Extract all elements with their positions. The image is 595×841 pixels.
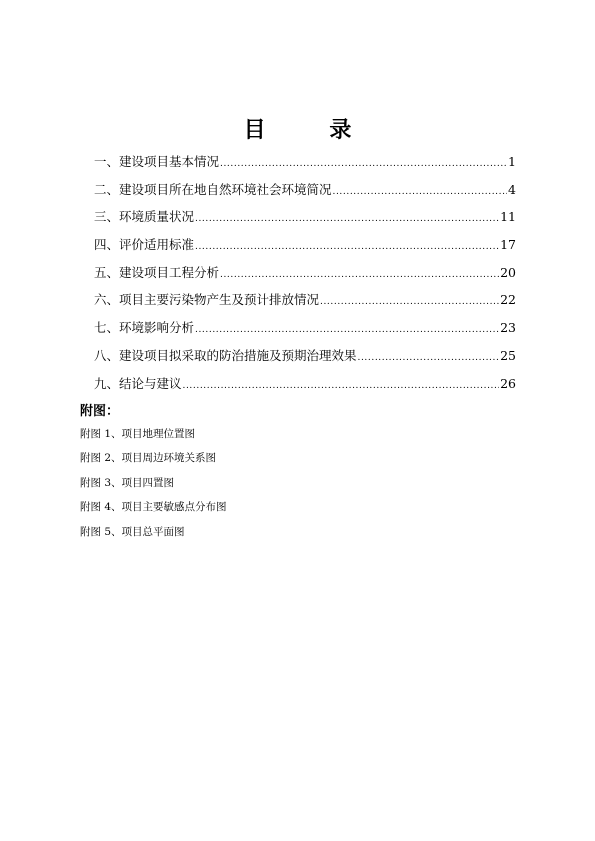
toc-entry[interactable] (94, 207, 516, 235)
toc-entry-label: 二、建设项目所在地自然环境社会环境简况 (94, 181, 332, 197)
toc-leader-dots (195, 214, 499, 224)
toc-entry-page: 1 (508, 154, 516, 169)
toc-entry-page: 17 (500, 237, 516, 253)
toc-entry-label: 七、环境影响分析 (94, 320, 195, 336)
appendix-item: 附图 1、项目地理位置图 (80, 428, 196, 440)
toc-entry[interactable] (94, 235, 516, 263)
table-of-contents (94, 152, 516, 401)
toc-entry[interactable] (94, 374, 516, 402)
toc-entry-label: 八、建设项目拟采取的防治措施及预期治理效果 (94, 347, 357, 363)
toc-entry-label: 三、环境质量状况 (94, 209, 195, 225)
toc-entry-label: 六、项目主要污染物产生及预计排放情况 (94, 292, 320, 308)
toc-leader-dots (183, 381, 500, 391)
toc-leader-dots (195, 242, 499, 252)
toc-entry[interactable] (94, 152, 516, 180)
toc-entry[interactable] (94, 290, 516, 318)
toc-entry[interactable] (94, 318, 516, 346)
toc-leader-dots (220, 270, 499, 280)
toc-entry-page: 23 (500, 320, 516, 336)
toc-entry-page: 22 (500, 292, 516, 308)
appendix-list (80, 424, 227, 546)
toc-entry-label: 四、评价适用标准 (94, 237, 195, 253)
appendix-item: 附图 5、项目总平面图 (80, 525, 185, 538)
toc-leader-dots (358, 353, 500, 363)
toc-entry-label: 五、建设项目工程分析 (94, 264, 220, 280)
appendix-item: 附图 3、项目四置图 (80, 476, 175, 489)
toc-entry-page: 20 (500, 264, 516, 280)
toc-entry[interactable] (94, 180, 516, 208)
toc-entry-label: 九、结论与建议 (94, 375, 182, 391)
appendix-item: 附图 2、项目周边环境关系图 (80, 452, 217, 465)
toc-entry-label: 一、建设项目基本情况 (94, 154, 220, 169)
toc-entry[interactable] (94, 346, 516, 374)
toc-entry[interactable] (94, 263, 516, 291)
toc-entry-page: 4 (508, 181, 516, 197)
toc-leader-dots (320, 297, 499, 307)
toc-leader-dots (220, 159, 507, 169)
toc-entry-page: 25 (500, 347, 516, 363)
toc-entry-page: 26 (500, 375, 516, 391)
toc-leader-dots (195, 325, 499, 335)
page-title: 目 录 (243, 117, 380, 143)
toc-leader-dots (333, 187, 508, 197)
toc-entry-page: 11 (500, 209, 516, 225)
appendix-heading: 附图： (80, 404, 120, 419)
appendix-item: 附图 4、项目主要敏感点分布图 (80, 501, 227, 514)
